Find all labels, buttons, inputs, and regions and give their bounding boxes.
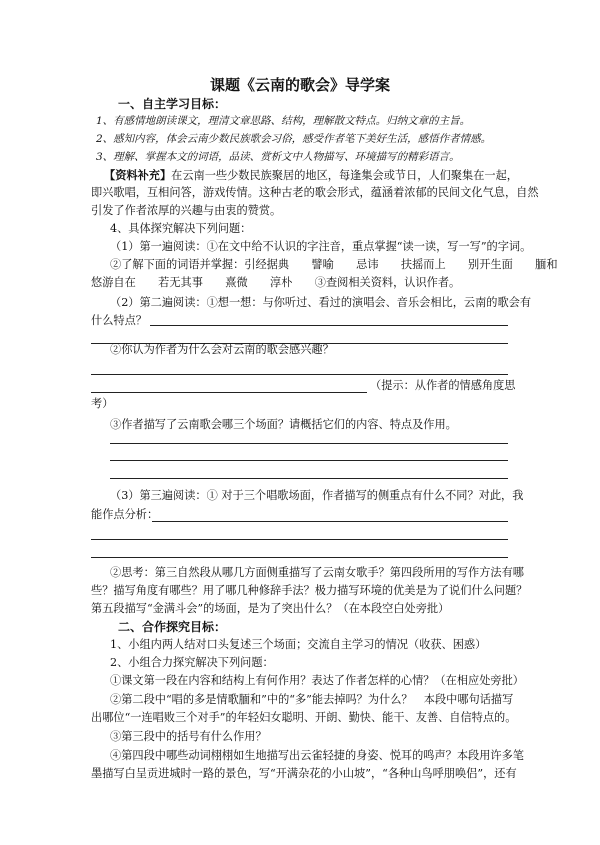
read1-line-3: 悠游自在 若无其事 熹微 淳朴 ③查阅相关资料，认识作者。: [91, 276, 461, 289]
read3-line-2: 能作点分析：: [91, 508, 159, 521]
section2-heading: 二、合作探究目标：: [118, 620, 227, 634]
goal-2: 2、感知内容，体会云南少数民族歌会习俗，感受作者笔下美好生活，感悟作者情感。: [96, 133, 492, 145]
think-line-2: 些？描写角度有哪些？用了哪几种修辞手法？极力描写环境的优美是为了说们什么问题？: [91, 584, 528, 597]
think-line-3: 第五段描写“金满斗会”的场面，是为了突出什么？（在本段空白处旁批）: [91, 602, 450, 615]
resource-label: 【资料补充】: [104, 168, 172, 182]
read1-line-2: ②了解下面的词语并掌握：引经据典 譬喻 忌讳 扶摇而上 别开生面 腼和: [110, 258, 558, 271]
task-heading: 4、具体探究解决下列问题：: [110, 222, 252, 235]
resource-line-1: 在云南一些少数民族聚居的地区，每逢集会或节日，人们聚集在一起，: [171, 169, 518, 182]
read2-line-2: 什么特点？: [91, 314, 147, 327]
answer-line[interactable]: [110, 460, 508, 461]
section2-line-6: ③第三段中的括号有什么作用？: [110, 730, 267, 743]
resource-line-3: 引发了作者浓厚的兴趣与由衷的赞赏。: [91, 204, 282, 217]
section2-line-5: 出哪位“一连唱败三个对手”的年轻妇女聪明、开朗、勤快、能干、友善、自信特点的。: [91, 711, 517, 724]
answer-line[interactable]: [91, 392, 367, 393]
answer-line[interactable]: [152, 521, 508, 522]
resource-line-2: 即兴歌唱，互相问答，游戏传情。这种古老的歌会形式，蕴涵着浓郁的民间文化气息，自然: [91, 186, 539, 199]
goal-3: 3、理解、掌握本文的词语，品读、赏析文中人物描写、环境描写的精彩语言。: [96, 151, 460, 163]
read2-question-3: ③作者描写了云南歌会哪三个场面？请概括它们的内容、特点及作用。: [110, 418, 457, 431]
section2-line-1: 1、小组内两人结对口头复述三个场面；交流自主学习的情况（收获、困惑）: [110, 638, 487, 651]
read1-line-1: （1）第一遍阅读：①在文中给不认识的字注音，重点掌握“读一读，写一写”的字词。: [110, 240, 532, 253]
answer-line[interactable]: [91, 374, 508, 375]
section2-line-8: 墨描写白呈贡进城时一路的景色，写“开满杂花的小山坡”，“各种山鸟呼朋唤侣”，还有: [91, 767, 517, 780]
answer-line[interactable]: [91, 539, 508, 540]
goal-1: 1、有感情地朗读课文，理清文章思路、结构，理解散文特点。归纳文章的主旨。: [96, 115, 471, 127]
answer-line[interactable]: [91, 557, 508, 558]
read3-line-1: （3）第三遍阅读：① 对于三个唱歌场面，作者描写的侧重点有什么不同？对此，我: [110, 489, 524, 502]
section2-line-7: ④第四段中哪些动词栩栩如生地描写出云雀轻捷的身姿、悦耳的鸣声？本段用许多笔: [110, 749, 524, 762]
page-title: 课题《云南的歌会》导学案: [209, 76, 390, 94]
answer-line[interactable]: [110, 478, 508, 479]
read2-question-2: ②你认为作者为什么会对云南的歌会感兴趣？: [110, 343, 334, 356]
answer-line[interactable]: [110, 443, 508, 444]
read2-hint: （提示：从作者的情感角度思: [370, 379, 516, 392]
read2-line-1: （2）第二遍阅读：①想一想：与你听过、看过的演唱会、音乐会相比，云南的歌会有: [110, 296, 532, 309]
section1-heading: 一、自主学习目标：: [118, 97, 227, 111]
read2-hint-end: 考）: [91, 397, 114, 410]
section2-line-2: 2、小组合力探究解决下列问题：: [110, 656, 274, 669]
think-line-1: ②思考：第三自然段从哪几方面侧重描写了云南女歌手？第四段所用的写作方法有哪: [110, 566, 524, 579]
section2-line-3: ①课文第一段在内容和结构上有何作用？表达了作者怎样的心情？（在相应处旁批）: [110, 674, 524, 687]
section2-line-4: ②第二段中“唱的多是情歌腼和”中的“多”能去掉吗？为什么？ 本段中哪句话描写: [110, 693, 514, 706]
resource-paragraph: [104, 167, 518, 184]
answer-line[interactable]: [150, 325, 508, 326]
